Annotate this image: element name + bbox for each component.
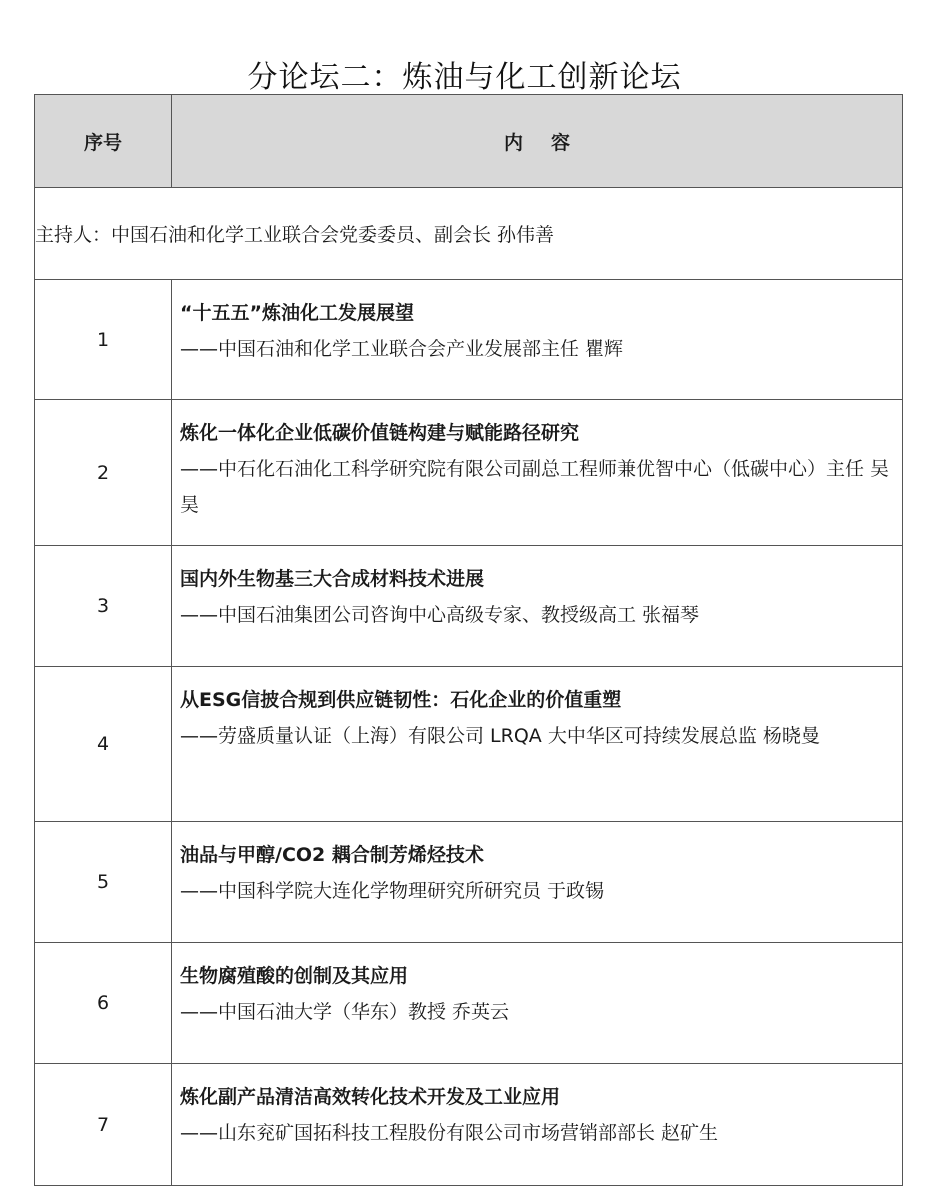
row-content <box>172 822 903 943</box>
table-row <box>35 667 903 822</box>
talk-speaker: ——劳盛质量认证（上海）有限公司 LRQA 大中华区可持续发展总监 杨晓曼 <box>180 725 820 747</box>
talk-title: “十五五”炼油化工发展展望 <box>180 302 414 324</box>
talk-speaker: ——中国石油大学（华东）教授 乔英云 <box>180 1001 510 1023</box>
row-number: 4 <box>35 667 172 822</box>
table-row <box>35 280 903 400</box>
table-row <box>35 822 903 943</box>
row-number: 3 <box>35 546 172 667</box>
talk-speaker: ——中国科学院大连化学物理研究所研究员 于政锡 <box>180 880 605 902</box>
table-row <box>35 943 903 1064</box>
row-number: 7 <box>35 1064 172 1186</box>
header-content: 内容 <box>172 95 903 188</box>
row-content <box>172 943 903 1064</box>
row-number: 2 <box>35 400 172 546</box>
talk-title: 油品与甲醇/CO2 耦合制芳烯烃技术 <box>180 844 484 866</box>
header-number: 序号 <box>35 95 172 188</box>
talk-title: 炼化副产品清洁高效转化技术开发及工业应用 <box>180 1086 561 1108</box>
row-content <box>172 280 903 400</box>
page-title: 分论坛二：炼油与化工创新论坛 <box>247 60 682 95</box>
talk-speaker: ——中国石油集团公司咨询中心高级专家、教授级高工 张福琴 <box>180 604 700 626</box>
row-content <box>172 667 903 822</box>
table-row <box>35 546 903 667</box>
table-row <box>35 400 903 546</box>
talk-speaker: ——中国石油和化学工业联合会产业发展部主任 瞿辉 <box>180 338 624 360</box>
host-text: 主持人：中国石油和化学工业联合会党委委员、副会长 孙伟善 <box>35 188 903 280</box>
table-header-row <box>35 95 903 188</box>
row-content <box>172 546 903 667</box>
talk-title: 从ESG信披合规到供应链韧性：石化企业的价值重塑 <box>180 689 622 711</box>
row-content <box>172 1064 903 1186</box>
talk-title: 国内外生物基三大合成材料技术进展 <box>180 568 485 590</box>
talk-title: 炼化一体化企业低碳价值链构建与赋能路径研究 <box>180 422 580 444</box>
row-content <box>172 400 903 546</box>
table-row <box>35 1064 903 1186</box>
talk-speaker: ——中石化石油化工科学研究院有限公司副总工程师兼优智中心（低碳中心）主任 吴昊 <box>180 458 890 516</box>
agenda-table <box>34 94 903 1186</box>
host-row <box>35 188 903 280</box>
row-number: 5 <box>35 822 172 943</box>
row-number: 6 <box>35 943 172 1064</box>
talk-speaker: ——山东兖矿国拓科技工程股份有限公司市场营销部部长 赵矿生 <box>180 1122 719 1144</box>
row-number: 1 <box>35 280 172 400</box>
talk-title: 生物腐殖酸的创制及其应用 <box>180 965 409 987</box>
